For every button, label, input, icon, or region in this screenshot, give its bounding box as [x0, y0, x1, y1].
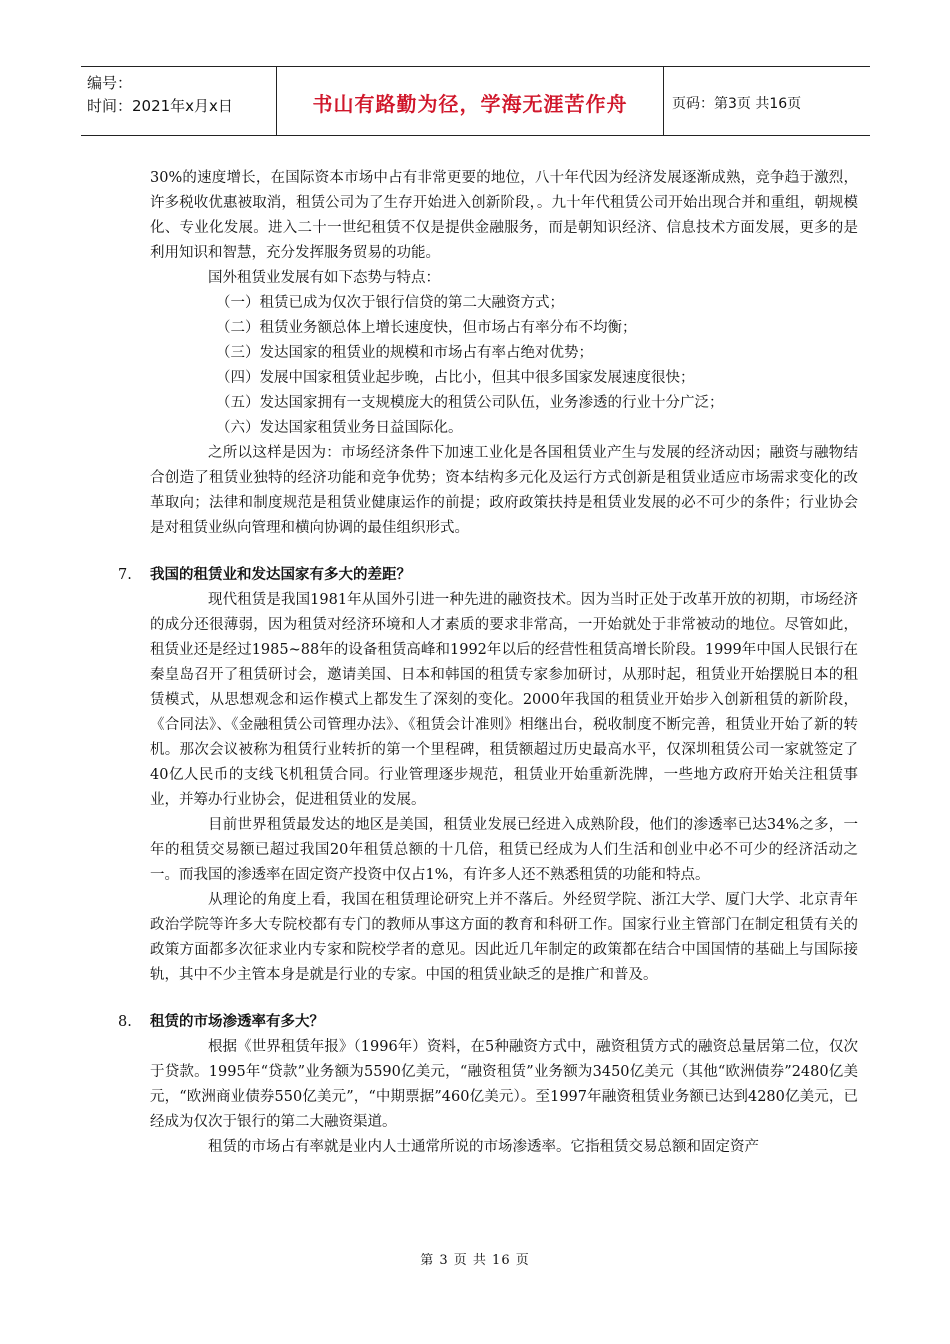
- body-paragraph: 目前世界租赁最发达的地区是美国，租赁业发展已经进入成熟阶段，他们的渗透率已达34%之多，一年的租赁交易额已超过我国20年租赁总额的十几倍，租赁已经成为人们生活和创业中必不可少的经济活动之一。而我国的渗透率在固定资产投资中仅占1%，有许多人还不熟悉租赁的功能和特点。: [150, 817, 858, 883]
- section-heading: [118, 562, 858, 588]
- list-item: （二）租赁业务额总体上增长速度快，但市场占有率分布不均衡；: [216, 320, 637, 336]
- header-motto-cell: [277, 67, 664, 135]
- header-page-number: 页码：第3页 共16页: [672, 96, 802, 112]
- section-title: 我国的租赁业和发达国家有多大的差距？: [150, 566, 411, 583]
- page-header: [81, 66, 870, 136]
- body-paragraph: 30%的速度增长，在国际资本市场中占有非常更要的地位，八十年代因为经济发展逐渐成熟，竞争趋于激烈，许多税收优惠被取消，租赁公司为了生存开始进入创新阶段，。九十年代租赁公司开始出现合并和重组，朝规模化、专业化发展。进入二十一世纪租赁不仅是提供金融服务，而是朝知识经济、信息技术方面发展，更多的是利用知识和智慧，充分发挥服务贸易的功能。: [150, 170, 858, 261]
- page-footer: 第 3 页 共 16 页: [420, 1253, 530, 1268]
- body-paragraph: 租赁的市场占有率就是业内人士通常所说的市场渗透率。它指租赁交易总额和固定资产: [208, 1139, 759, 1155]
- list-item: （三）发达国家的租赁业的规模和市场占有率占绝对优势；: [216, 345, 593, 361]
- body-paragraph: 根据《世界租赁年报》（1996年）资料，在5种融资方式中，融资租赁方式的融资总量居第二位，仅次于贷款。1995年“贷款”业务额为5590亿美元，“融资租赁”业务额为3450亿美元（其他“欧洲债券”2480亿美元，“欧洲商业债券550亿美元”，“中期票据”460亿美元）。至1997年融资租赁业务额已达到4280亿美元，已经成为仅次于银行的第二大融资渠道。: [150, 1039, 858, 1130]
- header-info-cell: [81, 67, 277, 135]
- list-item: （六）发达国家租赁业务日益国际化。: [216, 420, 463, 436]
- section-number: 8.: [118, 1014, 132, 1030]
- body-paragraph: 从理论的角度上看，我国在租赁理论研究上并不落后。外经贸学院、浙江大学、厦门大学、北京青年政治学院等许多大专院校都有专门的教师从事这方面的教育和科研工作。国家行业主管部门在制定租赁有关的政策方面都多次征求业内专家和院校学者的意见。因此近几年制定的政策都在结合中国国情的基础上与国际接轨，其中不少主管本身是就是行业的专家。中国的租赁业缺乏的是推广和普及。: [150, 892, 858, 983]
- section-number: 7.: [118, 567, 132, 583]
- body-paragraph: 国外租赁业发展有如下态势与特点：: [208, 270, 440, 286]
- list-item: （一）租赁已成为仅次于银行信贷的第二大融资方式；: [216, 295, 564, 311]
- header-motto: 书山有路勤为径，学海无涯苦作舟: [312, 92, 628, 116]
- section-title: 租赁的市场渗透率有多大？: [150, 1013, 324, 1030]
- list-item: （五）发达国家拥有一支规模庞大的租赁公司队伍，业务渗透的行业十分广泛；: [216, 395, 724, 411]
- document-number: 编号：: [87, 74, 133, 92]
- section-heading: [118, 1009, 858, 1035]
- document-date: 时间：2021年x月x日: [87, 97, 233, 115]
- header-page-cell: [664, 67, 870, 135]
- body-paragraph: 现代租赁是我国1981年从国外引进一种先进的融资技术。因为当时正处于改革开放的初期，市场经济的成分还很薄弱，因为租赁对经济环境和人才素质的要求非常高，一开始就处于非常被动的地位。尽管如此，租赁业还是经过1985~88年的设备租赁高峰和1992年以后的经营性租赁高增长阶段。1999年中国人民银行在秦皇岛召开了租赁研讨会，邀请美国、日本和韩国的租赁专家参加研讨，从那时起，租赁业开始摆脱日本的租赁模式，从思想观念和运作模式上都发生了深刻的变化。2000年我国的租赁业开始步入创新租赁的新阶段，《合同法》、《金融租赁公司管理办法》、《租赁会计准则》相继出台，税收制度不断完善，租赁业开始了新的转机。那次会议被称为租赁行业转折的第一个里程碑，租赁额超过历史最高水平，仅深圳租赁公司一家就签定了40亿人民币的支线飞机租赁合同。行业管理逐步规范，租赁业开始重新洗牌，一些地方政府开始关注租赁事业，并筹办行业协会，促进租赁业的发展。: [150, 592, 858, 808]
- list-item: （四）发展中国家租赁业起步晚，占比小，但其中很多国家发展速度很快；: [216, 370, 695, 386]
- body-paragraph: 之所以这样是因为：市场经济条件下加速工业化是各国租赁业产生与发展的经济动因；融资与融物结合创造了租赁业独特的经济功能和竞争优势；资本结构多元化及运行方式创新是租赁业适应市场需求变化的改革取向；法律和制度规范是租赁业健康运作的前提；政府政策扶持是租赁业发展的必不可少的条件；行业协会是对租赁业纵向管理和横向协调的最佳组织形式。: [150, 445, 858, 536]
- document-body: [118, 166, 858, 1160]
